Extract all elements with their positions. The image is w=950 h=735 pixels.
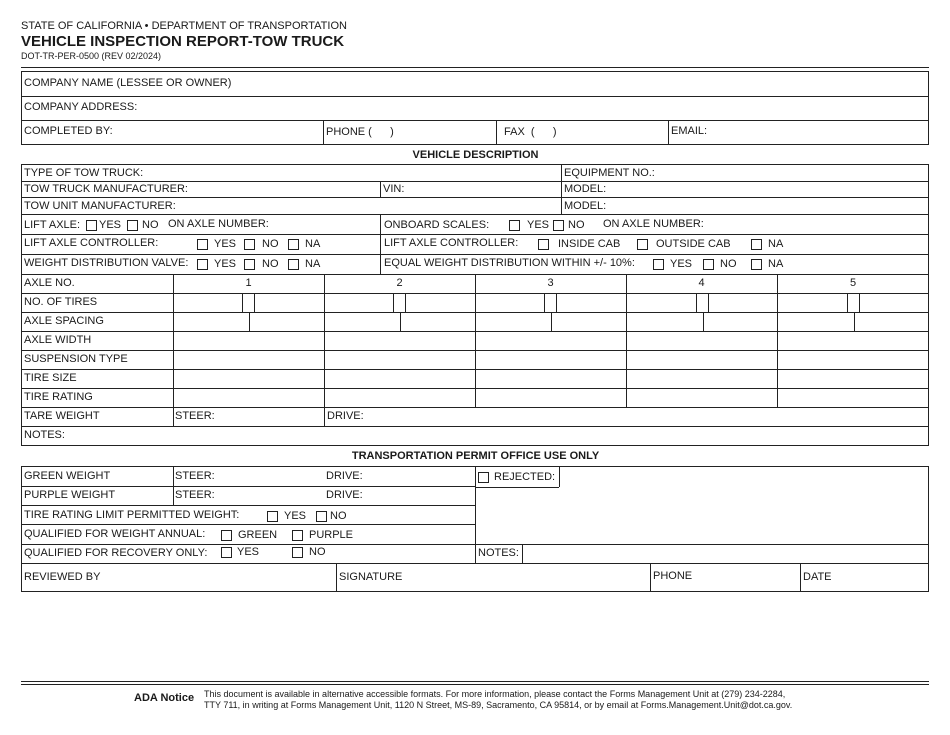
office-notes-field[interactable]: NOTES: xyxy=(478,547,519,559)
outside-cab-checkbox[interactable] xyxy=(637,239,648,250)
wdv-na-checkbox[interactable] xyxy=(288,259,299,270)
lac-na-label: NA xyxy=(305,238,321,250)
inside-cab-checkbox[interactable] xyxy=(538,239,549,250)
recovery-yes-checkbox[interactable] xyxy=(221,547,232,558)
trl-no-label: NO xyxy=(330,510,347,522)
email-field[interactable]: EMAIL: xyxy=(671,125,708,137)
tare-drive-field[interactable]: DRIVE: xyxy=(327,410,364,422)
vehicle-notes-field[interactable]: NOTES: xyxy=(24,429,65,441)
green-drive-field[interactable]: DRIVE: xyxy=(326,470,363,482)
form-number: DOT-TR-PER-0500 (REV 02/2024) xyxy=(21,51,162,61)
lac-label-left: LIFT AXLE CONTROLLER: xyxy=(24,237,159,249)
equal-no-checkbox[interactable] xyxy=(703,259,714,270)
lac-label-right: LIFT AXLE CONTROLLER: xyxy=(384,237,519,249)
lac-no-checkbox[interactable] xyxy=(244,239,255,250)
wdv-yes-label: YES xyxy=(214,258,237,270)
lift-axle-no-checkbox[interactable] xyxy=(127,220,138,231)
ada-notice-line2: TTY 711, in writing at Forms Management Unit, 1120 N Street, MS-89, Sacramento, CA 95814, or by email at Forms.Management.Unit@dot.ca.gov. xyxy=(204,700,793,710)
wdv-no-label: NO xyxy=(262,258,279,270)
phone-field[interactable]: PHONE ( ) xyxy=(326,126,394,138)
qualified-recovery-label: QUALIFIED FOR RECOVERY ONLY: xyxy=(24,547,208,559)
annual-green-label: GREEN xyxy=(238,529,278,541)
axle-number-1: 1 xyxy=(245,277,252,289)
axle-number-3: 3 xyxy=(547,277,554,289)
vehicle-description-heading: VEHICLE DESCRIPTION xyxy=(412,149,539,161)
trl-yes-checkbox[interactable] xyxy=(267,511,278,522)
equal-na-label: NA xyxy=(768,258,784,270)
suspension-type-label: SUSPENSION TYPE xyxy=(24,353,128,365)
lift-axle-yes-label: YES xyxy=(99,219,122,231)
agency-line: STATE OF CALIFORNIA • DEPARTMENT OF TRANSPORTATION xyxy=(21,20,347,32)
signature-field[interactable]: SIGNATURE xyxy=(339,571,403,583)
fax-field[interactable]: FAX ( ) xyxy=(504,126,557,138)
lac-yes-checkbox[interactable] xyxy=(197,239,208,250)
truck-model-field[interactable]: MODEL: xyxy=(564,183,607,195)
purple-steer-field[interactable]: STEER: xyxy=(175,489,215,501)
outside-cab-label: OUTSIDE CAB xyxy=(656,238,731,250)
review-date-field[interactable]: DATE xyxy=(803,571,832,583)
annual-purple-checkbox[interactable] xyxy=(292,530,303,541)
lac-no-label: NO xyxy=(262,238,279,250)
recovery-no-label: NO xyxy=(309,546,326,558)
truck-manufacturer-field[interactable]: TOW TRUCK MANUFACTURER: xyxy=(24,183,188,195)
completed-by-field[interactable]: COMPLETED BY: xyxy=(24,125,113,137)
scales-no-label: NO xyxy=(568,219,585,231)
scales-yes-label: YES xyxy=(527,219,550,231)
equal-na-checkbox[interactable] xyxy=(751,259,762,270)
axle-no-header: AXLE NO. xyxy=(24,277,75,289)
lac-na-checkbox[interactable] xyxy=(288,239,299,250)
tare-weight-label: TARE WEIGHT xyxy=(24,410,100,422)
controller-na-label: NA xyxy=(768,238,784,250)
header-rule xyxy=(21,67,929,68)
wdv-label: WEIGHT DISTRIBUTION VALVE: xyxy=(24,257,189,269)
inside-cab-label: INSIDE CAB xyxy=(558,238,621,250)
office-use-heading: TRANSPORTATION PERMIT OFFICE USE ONLY xyxy=(351,450,600,462)
equipment-no-field[interactable]: EQUIPMENT NO.: xyxy=(564,167,655,179)
axle-width-label: AXLE WIDTH xyxy=(24,334,92,346)
no-of-tires-label: NO. OF TIRES xyxy=(24,296,98,308)
scales-axle-number-field[interactable]: ON AXLE NUMBER: xyxy=(603,218,704,230)
company-name-field[interactable]: COMPANY NAME (LESSEE OR OWNER) xyxy=(24,77,232,89)
vin-field[interactable]: VIN: xyxy=(383,183,405,195)
annual-purple-label: PURPLE xyxy=(309,529,354,541)
unit-model-field[interactable]: MODEL: xyxy=(564,200,607,212)
onboard-scales-label: ONBOARD SCALES: xyxy=(384,219,490,231)
rejected-label: REJECTED: xyxy=(494,471,556,483)
wdv-na-label: NA xyxy=(305,258,321,270)
footer-rule-bottom xyxy=(21,684,929,685)
green-weight-label: GREEN WEIGHT xyxy=(24,470,111,482)
form-title: VEHICLE INSPECTION REPORT-TOW TRUCK xyxy=(21,33,345,50)
equal-weight-label: EQUAL WEIGHT DISTRIBUTION WITHIN +/- 10%: xyxy=(384,257,635,269)
ada-notice-title: ADA Notice xyxy=(134,692,195,704)
rejected-checkbox[interactable] xyxy=(478,472,489,483)
equal-yes-label: YES xyxy=(670,258,693,270)
green-steer-field[interactable]: STEER: xyxy=(175,470,215,482)
wdv-yes-checkbox[interactable] xyxy=(197,259,208,270)
lift-axle-number-field[interactable]: ON AXLE NUMBER: xyxy=(168,218,269,230)
annual-green-checkbox[interactable] xyxy=(221,530,232,541)
recovery-no-checkbox[interactable] xyxy=(292,547,303,558)
trl-yes-label: YES xyxy=(284,510,307,522)
trl-no-checkbox[interactable] xyxy=(316,511,327,522)
ada-notice-line1: This document is available in alternative accessible formats. For more information, please contact the Forms Management Unit at (279) 234-2284, xyxy=(204,689,786,699)
unit-manufacturer-field[interactable]: TOW UNIT MANUFACTURER: xyxy=(24,200,176,212)
lift-axle-no-label: NO xyxy=(142,219,159,231)
tire-size-label: TIRE SIZE xyxy=(24,372,77,384)
wdv-no-checkbox[interactable] xyxy=(244,259,255,270)
purple-weight-label: PURPLE WEIGHT xyxy=(24,489,116,501)
review-row xyxy=(21,563,929,592)
company-address-field[interactable]: COMPANY ADDRESS: xyxy=(24,101,138,113)
axle-number-5: 5 xyxy=(849,277,857,289)
purple-drive-field[interactable]: DRIVE: xyxy=(326,489,363,501)
reviewed-by-field[interactable]: REVIEWED BY xyxy=(24,571,101,583)
tire-rating-limit-label: TIRE RATING LIMIT PERMITTED WEIGHT: xyxy=(24,509,240,521)
scales-no-checkbox[interactable] xyxy=(553,220,564,231)
axle-number-4: 4 xyxy=(698,277,705,289)
equal-yes-checkbox[interactable] xyxy=(653,259,664,270)
equal-no-label: NO xyxy=(720,258,737,270)
tire-rating-label: TIRE RATING xyxy=(24,391,93,403)
scales-yes-checkbox[interactable] xyxy=(509,220,520,231)
tow-truck-type-field[interactable]: TYPE OF TOW TRUCK: xyxy=(24,167,144,179)
controller-na-checkbox[interactable] xyxy=(751,239,762,250)
recovery-yes-label: YES xyxy=(237,546,260,558)
lift-axle-yes-checkbox[interactable] xyxy=(86,220,97,231)
axle-number-2: 2 xyxy=(396,277,403,289)
tare-steer-field[interactable]: STEER: xyxy=(175,410,215,422)
footer-rule-top xyxy=(21,681,929,682)
lift-axle-label: LIFT AXLE: xyxy=(24,219,81,231)
axle-spacing-label: AXLE SPACING xyxy=(24,315,104,327)
qualified-annual-label: QUALIFIED FOR WEIGHT ANNUAL: xyxy=(24,528,206,540)
review-phone-field[interactable]: PHONE xyxy=(653,570,693,582)
lac-yes-label: YES xyxy=(214,238,237,250)
